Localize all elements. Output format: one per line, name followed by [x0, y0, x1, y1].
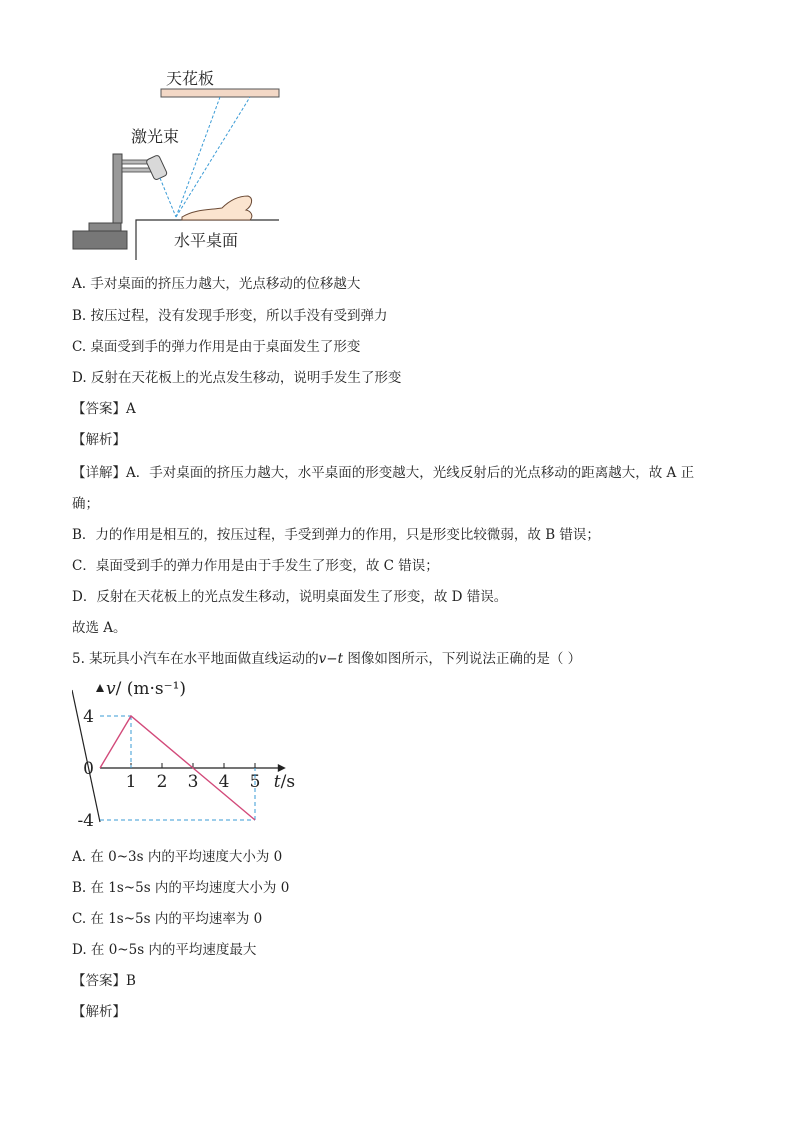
stand-arm-lower	[122, 168, 152, 172]
vt-chart-svg	[72, 672, 312, 832]
y-tick-label: -4	[77, 811, 94, 831]
vt-chart	[72, 672, 312, 832]
q4-detail-2: B．力的作用是相互的，按压过程，手受到弹力的作用，只是形变比较微弱，故 B 错误；	[72, 527, 600, 543]
q5-option-c: C. 在 1s~5s 内的平均速率为 0	[72, 911, 263, 927]
y-tick-label: 4	[83, 707, 94, 727]
q5-option-a: A. 在 0~3s 内的平均速度大小为 0	[72, 849, 283, 865]
x-tick-label: 1	[125, 772, 137, 792]
desk-label: 水平桌面	[173, 231, 239, 250]
q4-detail-3: C．桌面受到手的弹力作用是由于手发生了形变，故 C 错误；	[72, 558, 439, 574]
stand-base	[73, 231, 127, 249]
x-axis-label-var: t	[273, 772, 281, 792]
y-tick-label: 0	[83, 759, 94, 779]
stand-foot	[89, 223, 121, 231]
q4-answer: 【答案】A	[72, 401, 136, 417]
q4-analysis-title: 【解析】	[72, 432, 126, 448]
stand-pole	[113, 154, 122, 223]
laser-pointer	[146, 155, 168, 181]
q4-option-b: B. 按压过程，没有发现手形变，所以手没有受到弹力	[72, 308, 388, 324]
hand-icon	[182, 196, 252, 220]
x-tick-label: 5	[249, 772, 261, 792]
y-axis-arrow	[96, 684, 104, 692]
q4-detail-1: 【详解】A．手对桌面的挤压力越大，水平桌面的形变越大，光线反射后的光点移动的距离越大，故 A 正	[72, 465, 695, 481]
q5-stem-tail: 图像如图所示，下列说法正确的是（ ）	[343, 651, 582, 667]
q5-analysis-title: 【解析】	[72, 1004, 126, 1020]
x-tick-label: 2	[156, 772, 168, 792]
y-axis-label-unit: / (m·s⁻¹)	[115, 679, 187, 699]
q4-option-c: C. 桌面受到手的弹力作用是由于桌面发生了形变	[72, 339, 361, 355]
y-axis-label	[106, 679, 186, 699]
q5-stem-var: v−t	[318, 651, 344, 667]
tick-group	[77, 707, 260, 831]
y-axis-label-var: v	[106, 679, 116, 699]
q4-detail-4: D．反射在天花板上的光点发生移动，说明桌面发生了形变，故 D 错误。	[72, 589, 508, 605]
x-axis-label-unit: /s	[280, 772, 296, 792]
q5-stem-text: 5. 某玩具小汽车在水平地面做直线运动的	[72, 651, 319, 667]
incident-beam	[160, 178, 176, 217]
x-tick-label: 3	[187, 772, 199, 792]
ceiling-board	[161, 89, 279, 97]
q4-option-d: D. 反射在天花板上的光点发生移动，说明手发生了形变	[72, 370, 402, 386]
q4-conclusion: 故选 A。	[72, 620, 127, 636]
q4-detail-1b: 确；	[72, 496, 99, 512]
q5-option-d: D. 在 0~5s 内的平均速度最大	[72, 942, 257, 958]
laser-figure-drawing	[70, 60, 300, 260]
laser-figure	[70, 60, 300, 260]
x-axis-arrow	[278, 764, 286, 772]
x-axis-label	[274, 772, 295, 792]
ceiling-label: 天花板	[165, 69, 215, 88]
q5-stem	[72, 649, 581, 669]
q5-option-b: B. 在 1s~5s 内的平均速度大小为 0	[72, 880, 290, 896]
q4-option-a: A. 手对桌面的挤压力越大，光点移动的位移越大	[72, 276, 361, 292]
x-tick-label: 4	[218, 772, 230, 792]
laser-label: 激光束	[130, 127, 180, 146]
q5-answer: 【答案】B	[72, 973, 136, 989]
